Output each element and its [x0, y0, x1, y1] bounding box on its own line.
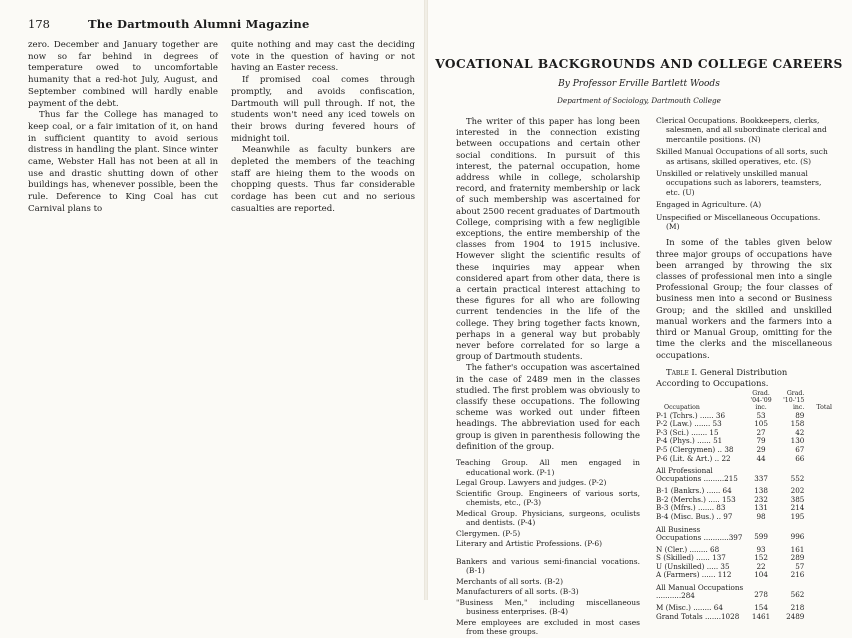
cell-total: 385 — [790, 494, 805, 504]
table-row — [656, 571, 832, 580]
paragraph: The father's occupation was ascertained in the case of 2489 men in the classes studied. The first problem was obviously to classify these occupations. The following scheme was worked out under fifteen headings. The abbreviation used for each group is given in parenthesis following the definition of the group. — [456, 362, 640, 451]
cell-occupation: B-3 (Mfrs.) ....... 83 — [656, 503, 726, 513]
header-grad-10-15: Grad. '10-'15 inc. — [783, 389, 805, 411]
group-item: Engaged in Agriculture. (A) — [656, 200, 762, 210]
left-column-1 — [28, 40, 218, 216]
cell-grad-10-15: 44 — [756, 453, 766, 463]
running-head-title: The Dartmouth Alumni Magazine — [88, 17, 310, 31]
paragraph: quite nothing and may cast the deciding vote in the question of having or not having an Easter recess. — [231, 40, 415, 74]
right-page — [426, 0, 852, 637]
paragraph: Meanwhile as faculty bunkers are depleted the members of the teaching staff are hieing them to the woods on chopping quests. Thus far considerable cordage has been cut and no serious casualties are reported. — [231, 145, 415, 214]
article-byline: By Professor Erville Bartlett Woods — [558, 79, 720, 89]
cell-grad-10-15: 1461 — [751, 611, 771, 621]
cell-total: 202 — [790, 486, 805, 496]
cell-total: 130 — [790, 436, 805, 446]
group-item: Literary and Artistic Professions. (P-6) — [456, 539, 603, 549]
article-column-1 — [456, 116, 640, 638]
group-note: Mere employees are excluded in most cases from these groups. — [456, 617, 640, 637]
cell-grad-10-15: 27 — [756, 427, 766, 437]
occupation-group-list — [456, 458, 640, 637]
group-item: "Business Men," including miscellaneous business enterprises. (B-4) — [456, 597, 640, 617]
group-item: Unspecified or Miscellaneous Occupations. (M) — [656, 212, 821, 232]
cell-total: 67 — [795, 445, 805, 455]
cell-total: 216 — [790, 570, 805, 580]
cell-occupation: P-6 (Lit. & Art.) .. 22 — [656, 453, 731, 463]
cell-grad-10-15: 93 — [756, 544, 766, 554]
cell-total: 218 — [790, 603, 805, 613]
group-item: Bankers and various semi-financial vocations. (B-1) — [456, 556, 640, 576]
page-number: 178 — [28, 17, 50, 31]
group-item: Scientific Group. Engineers of various sorts, chemists, etc., (P-3) — [456, 488, 640, 508]
cell-total: 161 — [790, 544, 805, 554]
cell-occupation: S (Skilled) ...... 137 — [656, 553, 726, 563]
cell-grad-10-15: 29 — [756, 445, 766, 455]
header-total: Total — [816, 403, 832, 411]
header-occupation: Occupation — [664, 403, 700, 411]
table-row — [656, 513, 832, 522]
distribution-table — [656, 390, 832, 622]
table-row — [656, 463, 832, 483]
cell-occupation: N (Cler.) ........ 68 — [656, 544, 720, 554]
cell-total: 214 — [790, 503, 805, 513]
cell-grad-10-15: 53 — [756, 410, 766, 420]
group-item: Clerical Occupations. Bookkeepers, clerks, salesmen, and all subordinate clerical and mercantile positions. (N) — [656, 116, 827, 144]
cell-total: 42 — [795, 427, 805, 437]
cell-occupation: Grand Totals .......1028 — [656, 612, 740, 622]
table-row — [656, 522, 832, 542]
cell-total: 2489 — [786, 611, 805, 621]
cell-grad-10-15: 79 — [756, 436, 766, 446]
cell-occupation: P-4 (Phys.) ...... 51 — [656, 436, 723, 446]
cell-total: 57 — [795, 561, 805, 571]
table-row — [656, 613, 832, 622]
paragraph: If promised coal comes through promptly, and avoids confiscation, Dartmouth will pull through. If not, the students won't need any iced towels on their brows during fevered hours of midnight toil. — [231, 75, 415, 144]
occupation-group-list-2 — [656, 116, 832, 231]
cell-grad-10-15: 105 — [754, 419, 768, 429]
group-item: Merchants of all sorts. (B-2) — [456, 576, 563, 586]
cell-occupation: P-5 (Clergymen) .. 38 — [656, 445, 734, 455]
cell-occupation: U (Unskilled) ..... 35 — [656, 561, 730, 571]
cell-occupation: All Manual Occupations ...........284 — [656, 583, 744, 601]
author-department: Department of Sociology, Dartmouth College — [557, 96, 721, 105]
cell-occupation: P-1 (Tchrs.) ...... 36 — [656, 410, 726, 420]
cell-total: 552 — [790, 473, 805, 483]
cell-grad-10-15: 599 — [754, 532, 768, 542]
article-column-2 — [656, 116, 832, 621]
cell-grad-10-15: 138 — [754, 486, 768, 496]
cell-grad-10-15: 232 — [754, 494, 768, 504]
cell-occupation: A (Farmers) ...... 112 — [656, 570, 732, 580]
paragraph: In some of the tables given below three major groups of occupations have been arranged by throwing the six classes of professional men into a single Professional Group; the four classes of business men into a second or Business Group; and the skilled and unskilled manual workers and the farmers into a third or Manual Group, omitting for the time the clerks and the miscellaneous occupations. — [656, 237, 832, 360]
cell-total: 66 — [795, 453, 805, 463]
paragraph: zero. December and January together are now so far behind in degrees of temperature owed to uncomfortable humanity that a red-hot July, August, and September combined will hardly enable payment of the debt. — [28, 40, 218, 109]
left-column-2 — [231, 40, 415, 216]
group-item: Medical Group. Physicians, surgeons, oculists and dentists. (P-4) — [456, 508, 640, 528]
group-item: Legal Group. Lawyers and judges. (P-2) — [456, 478, 607, 488]
cell-total: 996 — [790, 532, 805, 542]
cell-occupation: B-4 (Misc. Bus.) .. 97 — [656, 512, 733, 522]
page-gutter — [424, 0, 428, 600]
group-item: Clergymen. (P-5) — [456, 528, 521, 538]
cell-total: 89 — [795, 410, 805, 420]
cell-grad-10-15: 337 — [754, 473, 768, 483]
group-item: Manufacturers of all sorts. (B-3) — [456, 587, 579, 597]
table-row — [656, 580, 832, 600]
cell-grad-10-15: 22 — [756, 561, 766, 571]
header-grad-04-09: Grad. '04-'09 inc. — [750, 389, 772, 411]
cell-grad-10-15: 278 — [754, 590, 768, 600]
table-row — [656, 483, 832, 496]
cell-occupation: M (Misc.) ........ 64 — [656, 603, 723, 613]
table-row — [656, 600, 832, 613]
cell-occupation: P-3 (Sci.) ....... 15 — [656, 427, 719, 437]
table-label: Table I. — [666, 366, 698, 377]
table-caption — [656, 367, 832, 389]
cell-occupation: All Professional Occupations .........215 — [656, 466, 738, 484]
paragraph: Thus far the College has managed to keep coal, or a fair imitation of it, on hand in sufficient quantity to avoid serious distress in handling the plant. Since winter came, Webster Hall has not been at all in use and drastic shutting down of other buildings has, whenever possible, been the rule. Deference to King Coal has cut Carnival plans to — [28, 110, 218, 214]
cell-total: 158 — [790, 419, 805, 429]
cell-grad-10-15: 154 — [754, 603, 768, 613]
cell-total: 289 — [790, 553, 805, 563]
table-caption-text: General Distribution According to Occupations. — [656, 366, 788, 388]
cell-grad-10-15: 98 — [756, 512, 766, 522]
cell-grad-10-15: 152 — [754, 553, 768, 563]
running-header — [28, 17, 310, 31]
cell-occupation: B-2 (Merchs.) ..... 153 — [656, 494, 736, 504]
group-item: Teaching Group. All men engaged in educational work. (P-1) — [456, 458, 640, 477]
paragraph: The writer of this paper has long been interested in the connection existing between occupations and certain other social conditions. In pursuit of this interest, the paternal occupation, home address while in college, scholarship record, and fraternity membership or lack of such membership was ascertained for about 2500 recent graduates of Dartmouth College, comprising with a few negligible exceptions, the entire membership of the classes from 1904 to 1915 inclusive. However slight the scientific results of these inquiries may appear when considered apart from other data, there is a certain practical interest attaching to these figures for all who are following current tendencies in the life of the college. They bring together facts known, perhaps in a general way but probably never before correlated for so large a group of Dartmouth students. — [456, 116, 640, 362]
article-title: VOCATIONAL BACKGROUNDS AND COLLEGE CAREERS — [435, 57, 843, 71]
left-page — [0, 0, 426, 600]
cell-total: 562 — [790, 590, 805, 600]
cell-occupation: B-1 (Bankrs.) ...... 64 — [656, 486, 732, 496]
cell-occupation: P-2 (Law.) ....... 53 — [656, 419, 722, 429]
cell-occupation: All Business Occupations ...........397 — [656, 524, 743, 542]
cell-grad-10-15: 131 — [754, 503, 768, 513]
table-row — [656, 455, 832, 464]
group-item: Skilled Manual Occupations of all sorts, such as artisans, skilled operatives, etc. (S) — [656, 147, 828, 166]
cell-grad-10-15: 104 — [754, 570, 768, 580]
cell-total: 195 — [790, 512, 805, 522]
group-item: Unskilled or relatively unskilled manual occupations such as laborers, teamsters, etc. (U) — [656, 169, 822, 197]
